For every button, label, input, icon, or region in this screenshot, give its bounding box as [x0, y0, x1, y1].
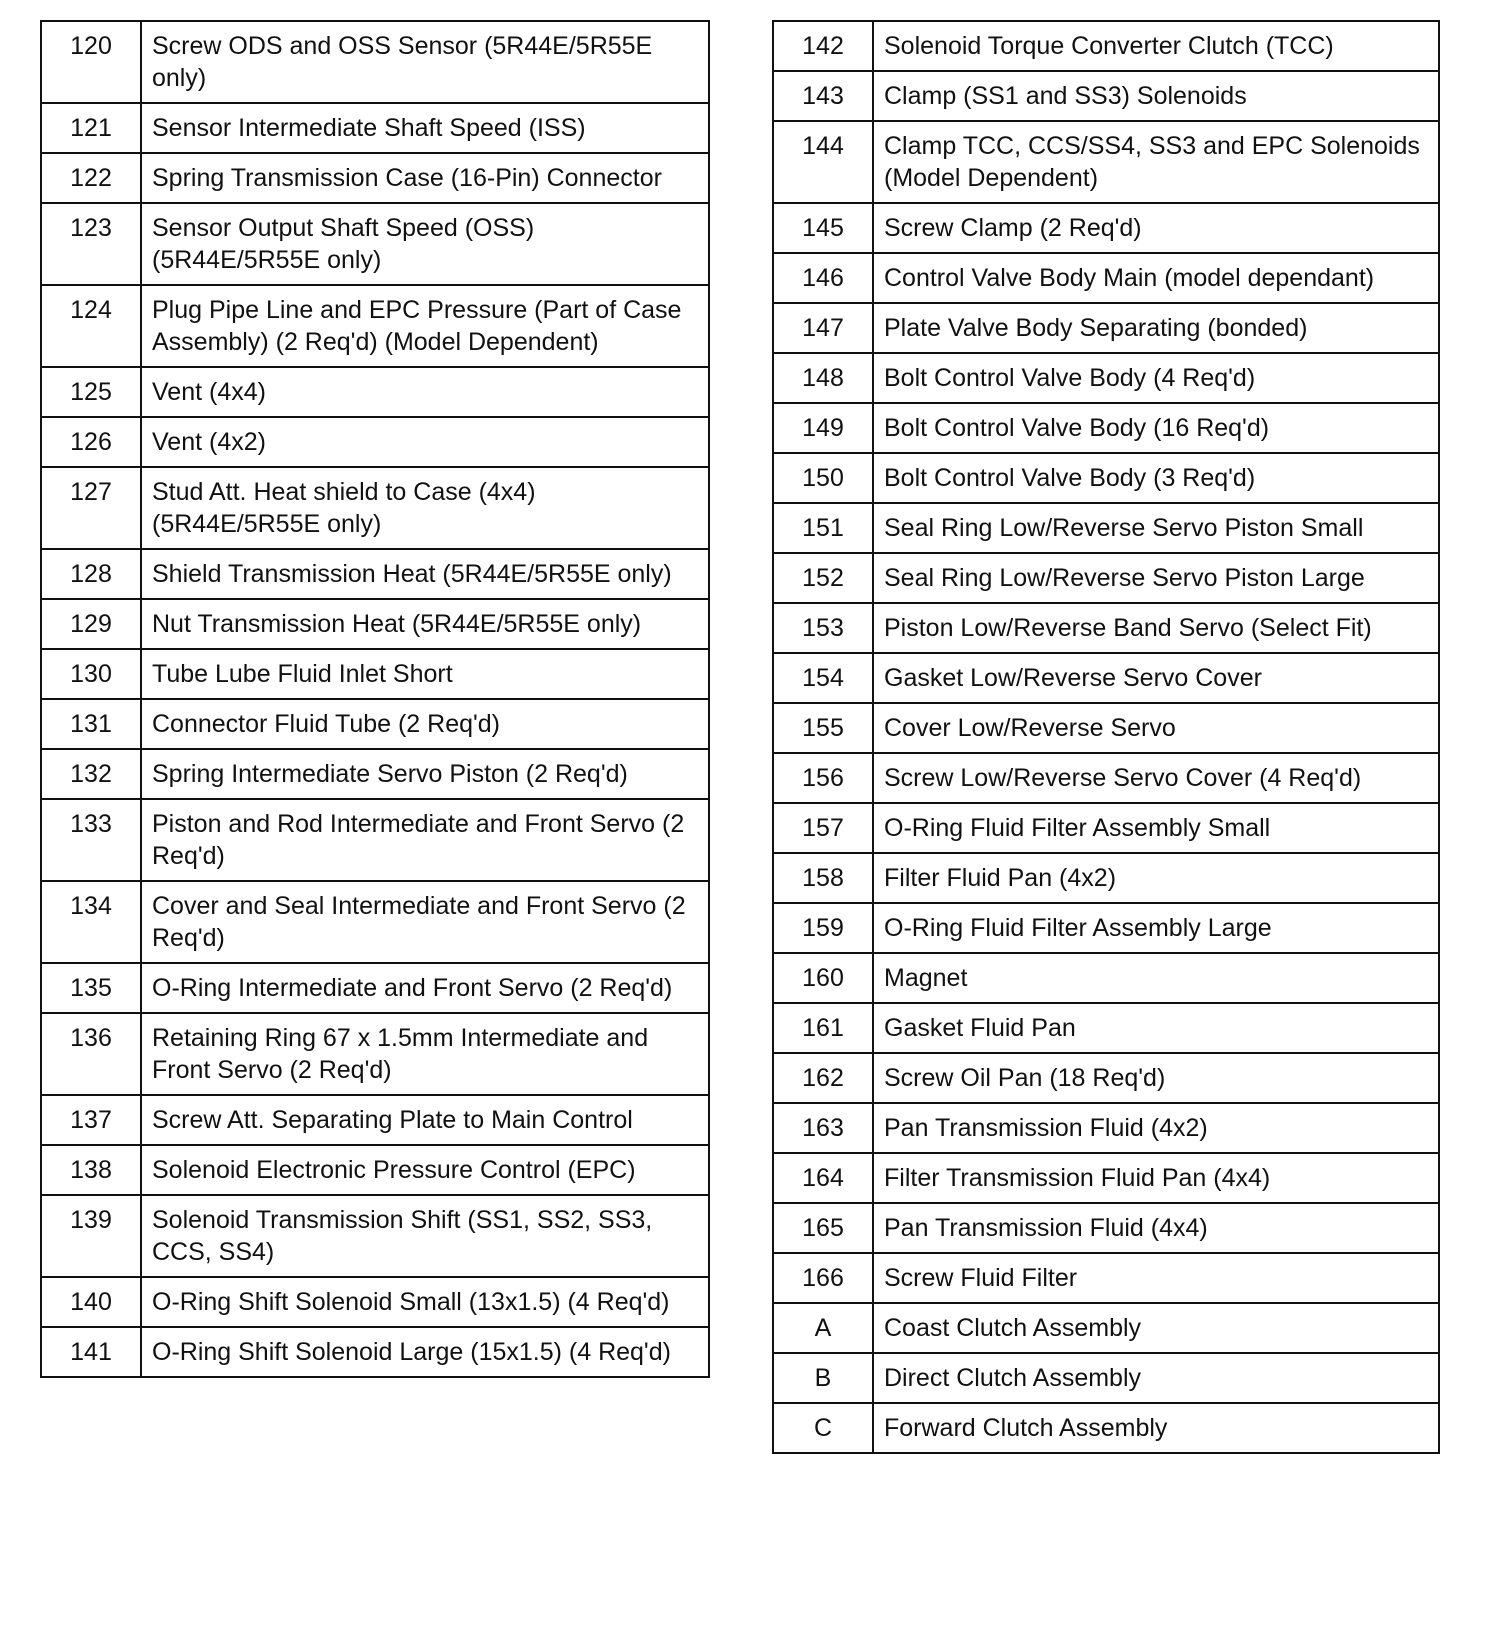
table-row: [773, 203, 1439, 253]
part-description: Seal Ring Low/Reverse Servo Piston Large: [873, 553, 1439, 603]
part-number: 135: [41, 963, 141, 1013]
table-row: [773, 553, 1439, 603]
part-number: 144: [773, 121, 873, 203]
part-description: Filter Fluid Pan (4x2): [873, 853, 1439, 903]
parts-table-right: [772, 20, 1440, 1454]
table-row: [41, 1095, 709, 1145]
table-row: [773, 1003, 1439, 1053]
part-number: 163: [773, 1103, 873, 1153]
part-number: 143: [773, 71, 873, 121]
part-number: 124: [41, 285, 141, 367]
table-row: [773, 903, 1439, 953]
part-description: Coast Clutch Assembly: [873, 1303, 1439, 1353]
part-description: Direct Clutch Assembly: [873, 1353, 1439, 1403]
part-number: 146: [773, 253, 873, 303]
part-number: 151: [773, 503, 873, 553]
part-description: O-Ring Fluid Filter Assembly Small: [873, 803, 1439, 853]
part-number: 159: [773, 903, 873, 953]
part-description: Seal Ring Low/Reverse Servo Piston Small: [873, 503, 1439, 553]
part-number: 157: [773, 803, 873, 853]
part-description: Bolt Control Valve Body (16 Req'd): [873, 403, 1439, 453]
table-row: [41, 881, 709, 963]
part-description: Spring Intermediate Servo Piston (2 Req'd): [141, 749, 709, 799]
table-row: [773, 1353, 1439, 1403]
part-description: Sensor Output Shaft Speed (OSS) (5R44E/5R55E only): [141, 203, 709, 285]
part-number: 156: [773, 753, 873, 803]
part-description: Solenoid Torque Converter Clutch (TCC): [873, 21, 1439, 71]
part-number: 123: [41, 203, 141, 285]
table-row: [41, 1195, 709, 1277]
table-row: [41, 1145, 709, 1195]
table-row: [773, 703, 1439, 753]
table-row: [41, 153, 709, 203]
part-description: O-Ring Fluid Filter Assembly Large: [873, 903, 1439, 953]
part-number: 138: [41, 1145, 141, 1195]
part-number: 145: [773, 203, 873, 253]
part-description: Gasket Low/Reverse Servo Cover: [873, 653, 1439, 703]
part-description: Screw Fluid Filter: [873, 1253, 1439, 1303]
part-description: Sensor Intermediate Shaft Speed (ISS): [141, 103, 709, 153]
table-row: [41, 549, 709, 599]
part-description: O-Ring Shift Solenoid Large (15x1.5) (4 Req'd): [141, 1327, 709, 1377]
part-description: Clamp (SS1 and SS3) Solenoids: [873, 71, 1439, 121]
part-description: Spring Transmission Case (16-Pin) Connector: [141, 153, 709, 203]
part-number: 149: [773, 403, 873, 453]
table-row: [41, 963, 709, 1013]
part-description: Plug Pipe Line and EPC Pressure (Part of Case Assembly) (2 Req'd) (Model Dependent): [141, 285, 709, 367]
part-description: Screw Low/Reverse Servo Cover (4 Req'd): [873, 753, 1439, 803]
part-number: 140: [41, 1277, 141, 1327]
table-row: [773, 803, 1439, 853]
table-row: [773, 1203, 1439, 1253]
table-row: [773, 253, 1439, 303]
part-description: Shield Transmission Heat (5R44E/5R55E only): [141, 549, 709, 599]
part-description: Screw Att. Separating Plate to Main Control: [141, 1095, 709, 1145]
part-description: Pan Transmission Fluid (4x2): [873, 1103, 1439, 1153]
part-description: Clamp TCC, CCS/SS4, SS3 and EPC Solenoids (Model Dependent): [873, 121, 1439, 203]
parts-table-right-body: [773, 21, 1439, 1453]
table-row: [773, 853, 1439, 903]
parts-table-left-body: [41, 21, 709, 1377]
part-description: Stud Att. Heat shield to Case (4x4) (5R44E/5R55E only): [141, 467, 709, 549]
table-row: [773, 1303, 1439, 1353]
part-number: A: [773, 1303, 873, 1353]
part-number: 153: [773, 603, 873, 653]
part-number: 126: [41, 417, 141, 467]
part-number: 128: [41, 549, 141, 599]
part-description: Vent (4x2): [141, 417, 709, 467]
part-number: 148: [773, 353, 873, 403]
part-description: Screw ODS and OSS Sensor (5R44E/5R55E only): [141, 21, 709, 103]
part-number: 131: [41, 699, 141, 749]
part-number: 150: [773, 453, 873, 503]
part-number: B: [773, 1353, 873, 1403]
part-number: 161: [773, 1003, 873, 1053]
part-description: Cover and Seal Intermediate and Front Servo (2 Req'd): [141, 881, 709, 963]
part-description: Control Valve Body Main (model dependant): [873, 253, 1439, 303]
part-number: 165: [773, 1203, 873, 1253]
part-description: Solenoid Electronic Pressure Control (EPC): [141, 1145, 709, 1195]
table-row: [773, 753, 1439, 803]
part-number: 141: [41, 1327, 141, 1377]
table-row: [41, 103, 709, 153]
part-number: 139: [41, 1195, 141, 1277]
part-description: Magnet: [873, 953, 1439, 1003]
table-row: [773, 453, 1439, 503]
part-description: Vent (4x4): [141, 367, 709, 417]
part-number: 121: [41, 103, 141, 153]
part-number: 132: [41, 749, 141, 799]
part-description: Pan Transmission Fluid (4x4): [873, 1203, 1439, 1253]
table-row: [41, 417, 709, 467]
part-description: Plate Valve Body Separating (bonded): [873, 303, 1439, 353]
part-description: O-Ring Shift Solenoid Small (13x1.5) (4 Req'd): [141, 1277, 709, 1327]
part-number: 120: [41, 21, 141, 103]
part-description: Screw Clamp (2 Req'd): [873, 203, 1439, 253]
part-number: 125: [41, 367, 141, 417]
table-row: [773, 403, 1439, 453]
table-row: [773, 1403, 1439, 1453]
table-row: [773, 1103, 1439, 1153]
part-description: Retaining Ring 67 x 1.5mm Intermediate and Front Servo (2 Req'd): [141, 1013, 709, 1095]
table-row: [41, 1327, 709, 1377]
table-row: [41, 467, 709, 549]
part-description: Gasket Fluid Pan: [873, 1003, 1439, 1053]
table-row: [773, 503, 1439, 553]
part-description: Bolt Control Valve Body (3 Req'd): [873, 453, 1439, 503]
table-row: [41, 203, 709, 285]
parts-table-left: [40, 20, 710, 1378]
part-number: 122: [41, 153, 141, 203]
table-row: [773, 653, 1439, 703]
table-row: [773, 353, 1439, 403]
table-row: [41, 599, 709, 649]
part-description: O-Ring Intermediate and Front Servo (2 Req'd): [141, 963, 709, 1013]
part-number: 152: [773, 553, 873, 603]
part-number: 158: [773, 853, 873, 903]
table-row: [773, 1253, 1439, 1303]
part-number: 133: [41, 799, 141, 881]
part-number: 160: [773, 953, 873, 1003]
part-description: Filter Transmission Fluid Pan (4x4): [873, 1153, 1439, 1203]
part-number: 166: [773, 1253, 873, 1303]
table-row: [41, 285, 709, 367]
part-description: Screw Oil Pan (18 Req'd): [873, 1053, 1439, 1103]
part-number: 127: [41, 467, 141, 549]
table-row: [773, 953, 1439, 1003]
part-description: Solenoid Transmission Shift (SS1, SS2, SS3, CCS, SS4): [141, 1195, 709, 1277]
table-row: [773, 121, 1439, 203]
part-description: Piston Low/Reverse Band Servo (Select Fit): [873, 603, 1439, 653]
part-number: 154: [773, 653, 873, 703]
table-row: [41, 699, 709, 749]
table-row: [41, 21, 709, 103]
table-row: [773, 303, 1439, 353]
part-number: 137: [41, 1095, 141, 1145]
table-row: [773, 71, 1439, 121]
part-description: Tube Lube Fluid Inlet Short: [141, 649, 709, 699]
table-row: [773, 603, 1439, 653]
table-row: [41, 649, 709, 699]
part-number: 129: [41, 599, 141, 649]
table-row: [773, 21, 1439, 71]
part-number: 130: [41, 649, 141, 699]
part-number: 134: [41, 881, 141, 963]
part-description: Connector Fluid Tube (2 Req'd): [141, 699, 709, 749]
part-number: 142: [773, 21, 873, 71]
part-description: Forward Clutch Assembly: [873, 1403, 1439, 1453]
part-description: Nut Transmission Heat (5R44E/5R55E only): [141, 599, 709, 649]
table-row: [41, 367, 709, 417]
part-number: 164: [773, 1153, 873, 1203]
part-description: Cover Low/Reverse Servo: [873, 703, 1439, 753]
part-number: 155: [773, 703, 873, 753]
table-row: [41, 1013, 709, 1095]
part-number: 136: [41, 1013, 141, 1095]
part-number: 147: [773, 303, 873, 353]
part-description: Bolt Control Valve Body (4 Req'd): [873, 353, 1439, 403]
table-row: [41, 799, 709, 881]
table-row: [773, 1053, 1439, 1103]
part-number: 162: [773, 1053, 873, 1103]
table-row: [773, 1153, 1439, 1203]
part-number: C: [773, 1403, 873, 1453]
table-row: [41, 1277, 709, 1327]
part-description: Piston and Rod Intermediate and Front Servo (2 Req'd): [141, 799, 709, 881]
table-row: [41, 749, 709, 799]
